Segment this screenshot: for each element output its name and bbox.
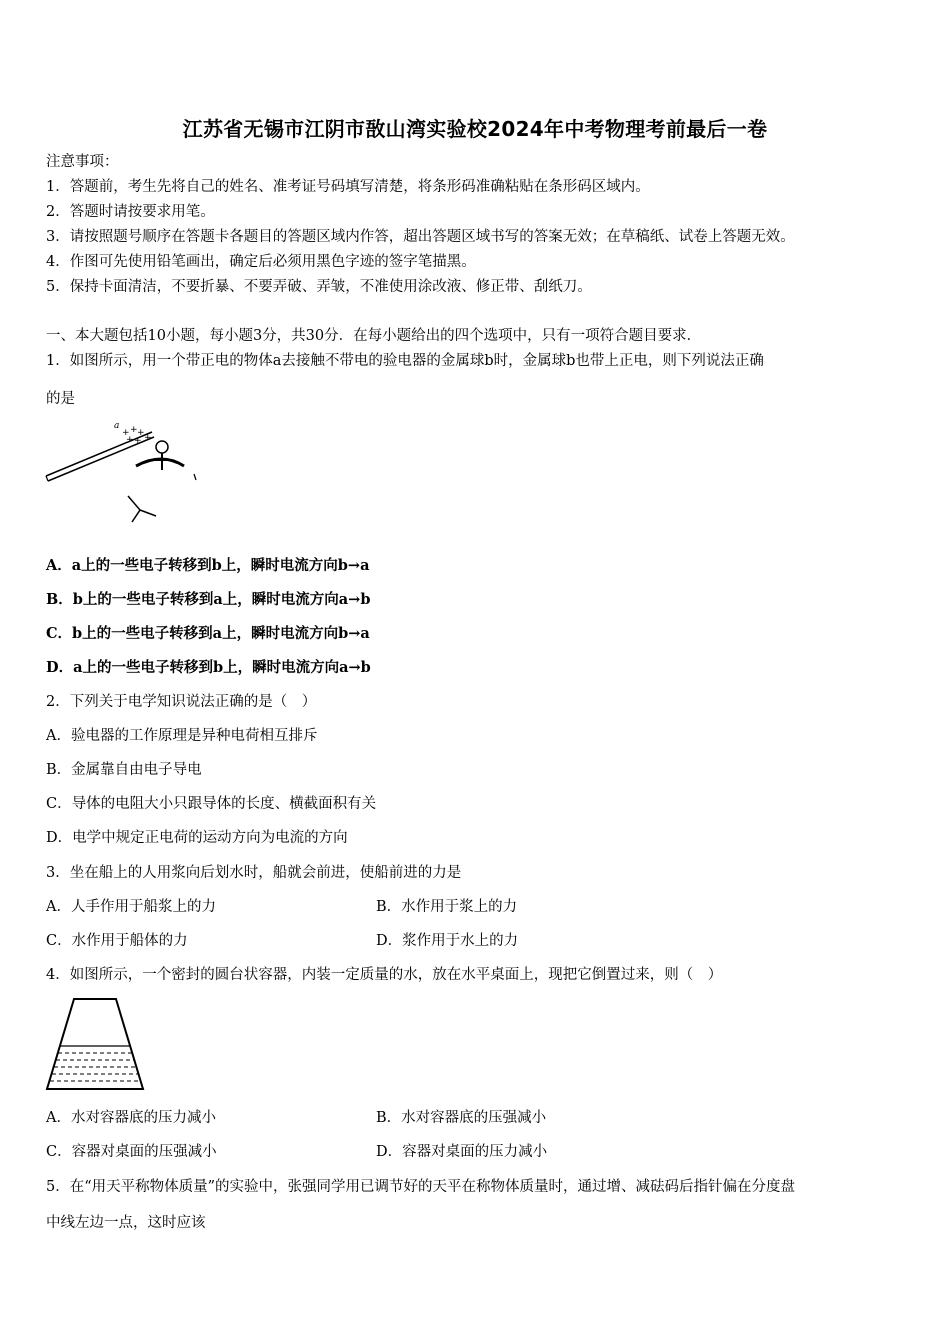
q2-stem: 2．下列关于电学知识说法正确的是（ ）: [46, 694, 317, 710]
q4-option-a: A．水对容器底的压力减小: [46, 1110, 216, 1126]
svg-text:+: +: [137, 428, 145, 438]
q4-stem: 4．如图所示，一个密封的圆台状容器，内装一定质量的水，放在水平桌面上，现把它倒置过来，则（ ）: [46, 967, 723, 983]
rod-label-a: a: [114, 421, 120, 431]
page-title: 江苏省无锡市江阴市敔山湾实验校2024年中考物理考前最后一卷: [182, 117, 768, 141]
q1-option-b: B．b上的一些电子转移到a上，瞬时电流方向a→b: [46, 591, 371, 608]
q1-option-d: D．a上的一些电子转移到b上，瞬时电流方向a→b: [46, 659, 371, 676]
q2-option-c: C．导体的电阻大小只跟导体的长度、横截面积有关: [46, 796, 377, 812]
metal-ball-b: [156, 441, 168, 453]
electroscope-figure: [44, 418, 204, 530]
positive-charges: [122, 425, 152, 446]
q4-option-c: C．容器对桌面的压强减小: [46, 1144, 217, 1160]
q3-option-a: A．人手作用于船浆上的力: [46, 899, 216, 915]
svg-text:+: +: [144, 433, 152, 443]
q4-option-b: B．水对容器底的压强减小: [376, 1110, 547, 1126]
electroscope-leaves: [128, 496, 140, 522]
q1-option-c: C．b上的一些电子转移到a上，瞬时电流方向b→a: [46, 625, 370, 642]
q1-stem: 1．如图所示，用一个带正电的物体a去接触不带电的验电器的金属球b时，金属球b也带上正电，则下列说法正确: [46, 353, 764, 369]
notice-heading: 注意事项：: [46, 154, 119, 170]
frustum-container-figure: [44, 995, 148, 1093]
q1-option-a: A．a上的一些电子转移到b上，瞬时电流方向b→a: [46, 557, 370, 574]
notice-item: 1．答题前，考生先将自己的姓名、准考证号码填写清楚，将条形码准确粘贴在条形码区域内。: [46, 179, 650, 195]
q5-stem-cont: 中线左边一点，这时应该: [46, 1215, 206, 1231]
notice-item: 4．作图可先使用铅笔画出，确定后必须用黑色字迹的签字笔描黑。: [46, 254, 476, 270]
svg-text:+: +: [122, 428, 130, 438]
notice-item: 2．答题时请按要求用笔。: [46, 204, 215, 220]
q2-option-b: B．金属靠自由电子导电: [46, 762, 202, 778]
q2-option-d: D．电学中规定正电荷的运动方向为电流的方向: [46, 830, 348, 846]
svg-text:+: +: [130, 425, 138, 435]
notice-item: 3．请按照题号顺序在答题卡各题目的答题区域内作答，超出答题区域书写的答案无效；在草稿纸、试卷上答题无效。: [46, 229, 795, 245]
water-lines: [50, 1053, 141, 1081]
notice-item: 5．保持卡面清洁，不要折暴、不要弄破、弄皱，不准使用涂改液、修正带、刮纸刀。: [46, 279, 592, 295]
q4-option-d: D．容器对桌面的压力减小: [376, 1144, 548, 1160]
section-heading: 一、本大题包括10小题，每小题3分，共30分．在每小题给出的四个选项中，只有一项符合题目要求．: [46, 328, 702, 344]
q3-stem: 3．坐在船上的人用浆向后划水时，船就会前进，使船前进的力是: [46, 865, 462, 881]
svg-text:+: +: [134, 436, 142, 446]
q2-option-a: A．验电器的工作原理是异种电荷相互排斥: [46, 728, 318, 744]
q3-option-d: D．浆作用于水上的力: [376, 933, 519, 949]
q3-option-c: C．水作用于船体的力: [46, 933, 188, 949]
frustum-container: [47, 999, 143, 1089]
q3-option-b: B．水作用于浆上的力: [376, 899, 518, 915]
q1-stem-cont: 的是: [46, 391, 75, 407]
q5-stem: 5．在“用天平称物体质量”的实验中，张强同学用已调节好的天平在称物体质量时，通过增、减砝码后指针偏在分度盘: [46, 1179, 796, 1195]
svg-text:+: +: [126, 435, 134, 445]
